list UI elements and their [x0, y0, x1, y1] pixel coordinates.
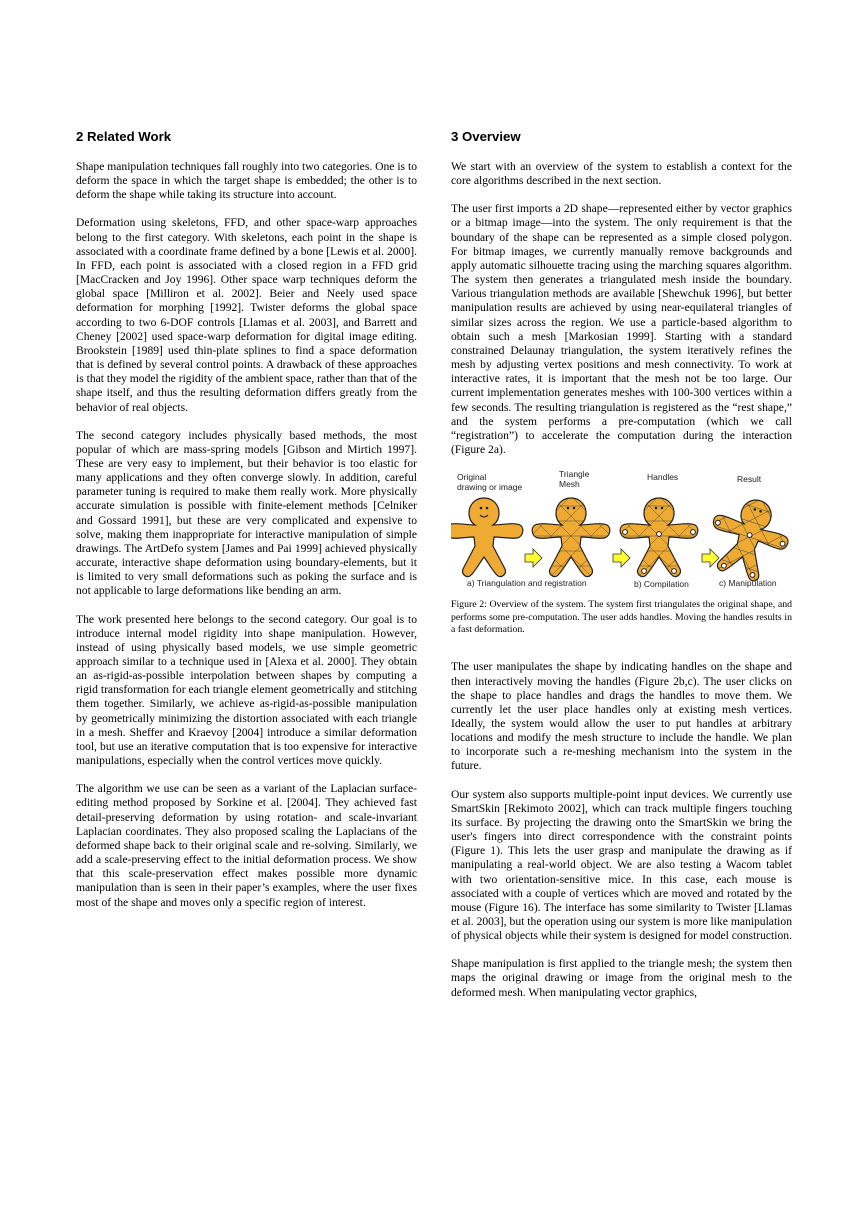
- figure-2-illustration: [451, 471, 792, 593]
- subcaption-c: c) Manipulation: [719, 578, 777, 589]
- arrow-icon: [702, 549, 719, 567]
- label-handles: Handles: [647, 472, 679, 483]
- arrow-icon: [613, 549, 630, 567]
- paragraph: The user manipulates the shape by indicating handles on the shape and then interactively moving the handles (Figure 2b,c). The user clicks on the shape to place handles and drags the handles to move them. We currently let the user place handles only at existing mesh vertices. Ideally, the system would allow the user to put handles at arbitrary locations and modify the mesh structure to include the handle. We plan to incorporate such a re-meshing mechanism into the system in the future.: [451, 660, 792, 773]
- paragraph: The user first imports a 2D shape—represented either by vector graphics or a bitmap image—into the system. The only requirement is that the boundary of the shape can be represented as a simple closed polygon. For bitmap images, we currently manually remove backgrounds and apply automatic silhouette tracing using the marching squares algorithm. The system then generates a triangulated mesh inside the boundary. Various triangulation methods are available [Shewchuk 1996], but better manipulation results are achieved by using near-equilateral triangles of similar sizes across the region. We use a particle-based algorithm to obtain such a mesh [Markosian 1999]. Starting with a standard constrained Delaunay triangulation, the system iteratively refines the mesh by adjusting vertex positions and mesh connectivity. To work at interactive rates, it is important that the mesh not be too large. Our current implementation generates meshes with 100-300 vertices within a few seconds. The resulting triangulation is registered as the “rest shape,” and the system performs a pre-computation (which we call “registration”) to accelerate the computation during the interaction (Figure 2a).: [451, 202, 792, 456]
- arrow-icon: [525, 549, 542, 567]
- paragraph: Deformation using skeletons, FFD, and other space-warp approaches belong to the first category. With skeletons, each point in the shape is associated with a coordinate frame defined by a bone [Lewis et al. 2000]. In FFD, each point is associated with a closed region in a FFD grid [MacCracken and Joy 1996]. Other space warp techniques deform the global space [Milliron et al. 2002]. Beier and Neely used space deformation for morphing [1992]. Twister deforms the global space according to two 6-DOF controls [Llamas et al. 2003], and Barrett and Cheney [2002] used space-warp deformation for digital image editing. Brookstein [1989] used thin-plate splines to find a space deformation that is defined by several control points. A drawback of these approaches is that they model the rigidity of the ambient space, rather than that of the shape itself, and thus the resulting deformation differs greatly from the behavior of real objects.: [76, 216, 417, 414]
- gingerbread-original: [451, 498, 523, 577]
- label-original: Original: [457, 472, 487, 483]
- subcaption-b: b) Compilation: [634, 579, 689, 590]
- paragraph: Our system also supports multiple-point input devices. We currently use SmartSkin [Rekimoto 2002], which can track multiple fingers touching its surface. By projecting the drawing onto the SmartSkin we bring the user's fingers into direct correspondence with the constraint points (Figure 1). This lets the user grasp and manipulate the drawing as if manipulating a real-world object. We are also testing a Wacom tablet with two orientation-sensitive mice. In this case, each mouse is associated with a couple of vertices which are moved and rotated by the mouse (Figure 16). The interface has some similarity to Twister [Llamas et al. 2003], but the operation using our system is more like manipulation of physical objects while their system is designed for model construction.: [451, 787, 792, 943]
- subcaption-a: a) Triangulation and registration: [467, 578, 587, 589]
- label-original-2: drawing or image: [457, 482, 523, 493]
- paragraph: We start with an overview of the system to establish a context for the core algorithms described in the next section.: [451, 160, 792, 188]
- paragraph: Shape manipulation techniques fall roughly into two categories. One is to deform the space in which the target shape is embedded; the other is to deform the shape while taking its structure into account.: [76, 160, 417, 202]
- paragraph: The work presented here belongs to the second category. Our goal is to introduce internal model rigidity into shape manipulation. However, instead of using physically based models, we use simple geometric approach similar to a technique used in [Alexa et al. 2000]. They obtain an as-rigid-as-possible interpolation between shapes by computing a rigid transformation for each triangle element geometrically and stitching them together. Similarly, we achieve as-rigid-as-possible manipulation by geometrically minimizing the distortion associated with each triangle in a mesh. Sheffer and Kraevoy [2004] introduce a similar deformation tool, but use an iterative computation that is too expensive for interactive manipulations, especially when the control vertices move quickly.: [76, 612, 417, 768]
- paragraph: The second category includes physically based methods, the most popular of which are mass-spring models [Gibson and Mirtich 1997]. These are very easy to implement, but their behavior is too elastic for many applications and they often converge slowly. In addition, careful parameter tuning is required to make them really work. More physically accurate simulation is possible with finite-element methods [Celniker and Gossard 1991], but these are very complicated and expensive to solve, making them inappropriate for interactive manipulation of simple drawings. The ArtDefo system [James and Pai 1999] achieved physically accurate, interactive shape deformation using boundary-elements, but it is limited to very small deformations such as poking the surface and is not applicable to large deformations like bending an arm.: [76, 428, 417, 598]
- label-triangle-mesh-2: Mesh: [559, 479, 580, 490]
- figure-caption: Figure 2: Overview of the system. The system first triangulates the original shape, and performs some pre-computation. The user adds handles. Moving the handles results in a fast deformation.: [451, 599, 792, 635]
- figure-2: [451, 471, 792, 636]
- gingerbread-handles: [619, 496, 699, 577]
- gingerbread-result: [698, 487, 792, 588]
- label-result: Result: [737, 474, 762, 485]
- gingerbread-mesh: [531, 496, 611, 577]
- label-triangle-mesh: Triangle: [559, 471, 590, 480]
- paragraph: The algorithm we use can be seen as a variant of the Laplacian surface-editing method proposed by Sorkine et al. [2004]. They achieved fast detail-preserving deformation by using rotation- and scale-invariant Laplacian coordinates. They also proposed scaling the Laplacians of the deformed shape back to their original scale and re-solving. Similarly, we add a scale-preserving effect to the initial deformation process. We show that this scale-preservation effect makes possible more dynamic manipulation than is seen in their paper’s examples, where the user fixes most of the shape and moves only a specific region of interest.: [76, 782, 417, 909]
- section-heading-overview: 3 Overview: [451, 129, 521, 144]
- paragraph: Shape manipulation is first applied to the triangle mesh; the system then maps the original drawing or image from the original mesh to the deformed mesh. When manipulating vector graphics,: [451, 957, 792, 999]
- section-heading-related-work: 2 Related Work: [76, 129, 172, 144]
- right-column: [451, 128, 792, 1014]
- left-column: [76, 128, 417, 924]
